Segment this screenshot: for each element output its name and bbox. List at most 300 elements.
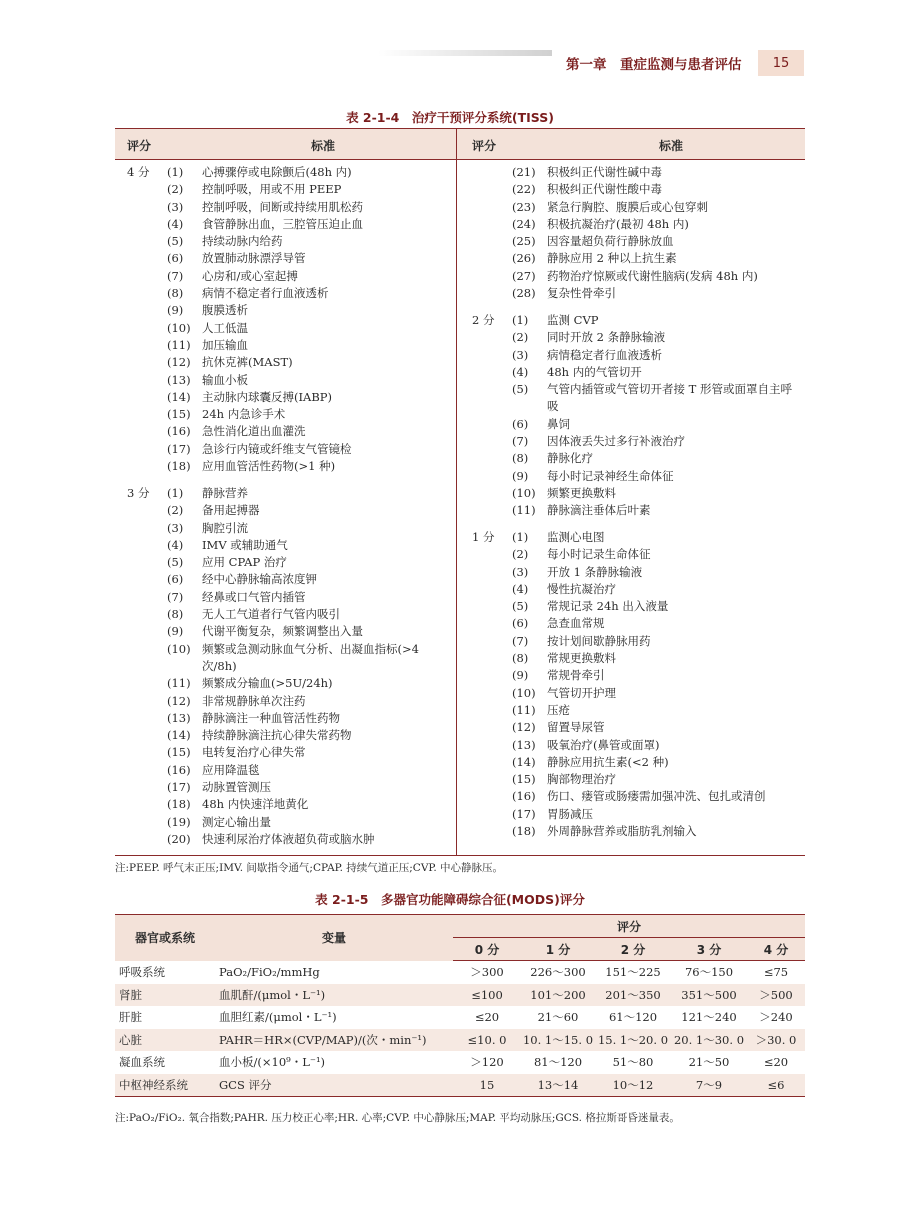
tiss-item-text: 放置肺动脉漂浮导管: [202, 251, 306, 266]
tiss-item: [167, 831, 447, 848]
tiss-item-text: 药物治疗惊厥或代谢性脑病(发病 48h 内): [547, 268, 758, 283]
tiss-item-text: 腹膜透析: [202, 303, 248, 318]
tiss-item-text: 频繁或急测动脉血气分析、出凝血指标(>4 次/8h): [202, 641, 419, 673]
tiss-item-number: (9): [512, 468, 529, 483]
tiss-item: [167, 520, 447, 537]
tiss-item-text: 持续动脉内给药: [202, 234, 283, 249]
tiss-item-text: 常规更换敷料: [547, 651, 616, 666]
mods-organ-cell: 心脏: [115, 1029, 215, 1052]
tiss-item-text: 气管切开护理: [547, 685, 616, 700]
tiss-item-text: 48h 内快速洋地黄化: [202, 797, 309, 812]
tiss-item-text: 静脉滴注一种血管活性药物: [202, 710, 340, 725]
tiss-item: [512, 650, 766, 667]
tiss-item: [512, 615, 766, 632]
tiss-item-number: (13): [167, 372, 191, 387]
tiss-item-number: (10): [167, 320, 191, 335]
tiss-item-number: (6): [167, 572, 184, 587]
tiss-item-text: 应用降温毯: [202, 762, 260, 777]
tiss-item-number: (8): [167, 607, 184, 622]
tiss-item: [512, 233, 758, 250]
tiss-item-text: 静脉化疗: [547, 451, 593, 466]
tiss-item-text: 积极抗凝治疗(最初 48h 内): [547, 216, 689, 231]
mods-score-column-header: 4 分: [747, 938, 805, 961]
tiss-item-number: (15): [167, 407, 191, 422]
tiss-item-text: 人工低温: [202, 320, 248, 335]
mods-value-cell: 10～12: [595, 1074, 671, 1097]
tiss-item-text: 监测 CVP: [547, 313, 599, 327]
tiss-item-number: (4): [512, 581, 529, 596]
tiss-item: [167, 744, 447, 761]
tiss-item-text: 心搏骤停或电除颤后(48h 内): [202, 165, 352, 179]
tiss-item-number: (4): [167, 216, 184, 231]
tiss-item: [167, 502, 447, 519]
tiss-item: [512, 754, 766, 771]
tiss-item: [512, 450, 792, 467]
tiss-item-text: 应用 CPAP 治疗: [202, 555, 287, 570]
tiss-item-text: 动脉置管测压: [202, 780, 271, 795]
tiss-item-text: 因容量超负荷行静脉放血: [547, 234, 674, 249]
tiss-item-number: (3): [167, 520, 184, 535]
tiss-item-number: (2): [167, 182, 184, 197]
tiss-item-text: 鼻饲: [547, 416, 570, 431]
tiss-item-text: 电转复治疗心律失常: [202, 745, 306, 760]
tiss-item-text: 外周静脉营养或脂肪乳剂输入: [547, 824, 697, 839]
mods-value-cell: 351～500: [671, 984, 747, 1007]
tiss-item-number: (28): [512, 286, 536, 301]
tiss-item-number: (11): [512, 702, 536, 717]
tiss-item-text: 吸氧治疗(鼻管或面罩): [547, 737, 660, 752]
mods-value-cell: ＞120: [470, 1055, 504, 1070]
tiss-item-text: 积极纠正代谢性碱中毒: [547, 165, 662, 179]
tiss-item-number: (11): [167, 676, 191, 691]
tiss-item: [167, 710, 447, 727]
tiss-item-number: (8): [512, 651, 529, 666]
tiss-item: [167, 372, 363, 389]
tiss-table-title: 表 2-1-4 治疗干预评分系统(TISS): [346, 110, 554, 125]
tiss-item-list: [512, 312, 792, 520]
tiss-item: [167, 164, 363, 181]
tiss-item: [512, 485, 792, 502]
tiss-item-number: (26): [512, 251, 536, 266]
mods-row: [115, 1029, 805, 1052]
tiss-item-number: (4): [167, 537, 184, 552]
tiss-item-text: 静脉营养: [202, 486, 248, 500]
tiss-item: [167, 814, 447, 831]
mods-value-cell: 81～120: [533, 1055, 583, 1070]
tiss-item-number: (3): [167, 199, 184, 214]
mods-value-cell: 15: [453, 1074, 521, 1097]
tiss-item-text: 测定心输出量: [202, 814, 271, 829]
tiss-item: [167, 354, 363, 371]
tiss-header-criteria-left: 标准: [311, 139, 336, 153]
mods-value-cell: 51～80: [612, 1055, 654, 1070]
tiss-item-number: (16): [167, 424, 191, 439]
tiss-item-number: (10): [167, 641, 191, 656]
tiss-item: [167, 693, 447, 710]
tiss-item-number: (7): [167, 268, 184, 283]
mods-value-cell: ≤75: [763, 965, 789, 980]
tiss-item-number: (20): [167, 831, 191, 846]
mods-row: [115, 1051, 805, 1074]
tiss-item-number: (1): [512, 530, 529, 544]
mods-organ-cell: 呼吸系统: [119, 965, 165, 979]
tiss-item: [512, 685, 766, 702]
tiss-item-text: 48h 内的气管切开: [547, 364, 642, 379]
tiss-item-number: (16): [512, 789, 536, 804]
mods-value-cell: 76～150: [684, 965, 734, 980]
mods-organ-cell: 肝脏: [119, 1010, 142, 1025]
tiss-item-number: (5): [167, 555, 184, 570]
tiss-item-number: (8): [167, 286, 184, 301]
tiss-item-number: (13): [167, 710, 191, 725]
tiss-item: [167, 675, 447, 692]
tiss-item-number: (7): [512, 434, 529, 449]
tiss-item-number: (12): [167, 355, 191, 370]
tiss-item: [167, 779, 447, 796]
mods-organ-cell: 肾脏: [115, 984, 215, 1007]
tiss-item-number: (9): [167, 303, 184, 318]
mods-row: [115, 1006, 805, 1029]
tiss-item: [512, 364, 792, 381]
tiss-item-text: 快速利尿治疗体液超负荷或脑水肿: [202, 831, 375, 846]
tiss-item-text: 因体液丢失过多行补液治疗: [547, 434, 685, 449]
tiss-item-text: 急诊行内镜或纤维支气管镜检: [202, 441, 352, 456]
tiss-item: [512, 468, 792, 485]
mods-value-cell: ＞500: [747, 984, 805, 1007]
tiss-item-number: (7): [512, 633, 529, 648]
tiss-item-text: 频繁更换敷料: [547, 485, 616, 500]
tiss-item: [167, 268, 363, 285]
mods-value-cell: 151～225: [605, 965, 661, 980]
tiss-item: [167, 458, 363, 475]
tiss-item-number: (18): [167, 459, 191, 474]
tiss-item-text: 经鼻或口气管内插管: [202, 589, 306, 604]
mods-table-title: 表 2-1-5 多器官功能障碍综合征(MODS)评分: [315, 892, 585, 907]
tiss-item: [512, 564, 766, 581]
tiss-item: [167, 423, 363, 440]
tiss-item-number: (12): [167, 693, 191, 708]
tiss-item: [512, 788, 766, 805]
tiss-item-number: (9): [167, 624, 184, 639]
tiss-item: [167, 233, 363, 250]
tiss-item-text: 心房和/或心室起搏: [202, 268, 298, 283]
tiss-item-number: (18): [167, 797, 191, 812]
tiss-item-number: (19): [167, 814, 191, 829]
tiss-item-number: (22): [512, 182, 536, 197]
tiss-item: [167, 641, 447, 676]
tiss-item-text: 每小时记录神经生命体征: [547, 468, 674, 483]
tiss-item-text: 备用起搏器: [202, 503, 260, 518]
tiss-item-number: (6): [512, 416, 529, 431]
tiss-item: [512, 667, 766, 684]
tiss-item: [512, 502, 792, 519]
tiss-item-text: 控制呼吸，用或不用 PEEP: [202, 182, 342, 197]
tiss-item-number: (1): [167, 165, 184, 179]
tiss-item-number: (10): [512, 485, 536, 500]
mods-score-column-header: 1 分: [521, 938, 595, 961]
tiss-item-number: (24): [512, 216, 536, 231]
tiss-item-text: 复杂性骨牵引: [547, 286, 616, 301]
tiss-item: [167, 337, 363, 354]
tiss-item: [167, 623, 447, 640]
tiss-item-number: (2): [512, 547, 529, 562]
tiss-item: [167, 571, 447, 588]
tiss-item-text: 非常规静脉单次注药: [202, 693, 306, 708]
tiss-item-text: 24h 内急诊手术: [202, 407, 286, 422]
tiss-item-number: (17): [512, 806, 536, 821]
tiss-item-text: 病情稳定者行血液透析: [547, 347, 662, 362]
tiss-item-number: (2): [167, 503, 184, 518]
tiss-item-number: (5): [512, 599, 529, 614]
tiss-item-text: 按计划间歇静脉用药: [547, 633, 651, 648]
tiss-header-score-right: 评分: [472, 139, 497, 153]
mods-score-column-header: 2 分: [595, 938, 671, 961]
tiss-item: [167, 554, 447, 571]
tiss-item-text: 静脉应用 2 种以上抗生素: [547, 251, 677, 266]
tiss-item-text: 静脉应用抗生素(<2 种): [547, 754, 669, 769]
tiss-item-list: [512, 164, 758, 302]
tiss-item-text: IMV 或辅助通气: [202, 537, 288, 552]
tiss-item-text: 应用血管活性药物(>1 种): [202, 459, 336, 474]
tiss-item: [512, 181, 758, 198]
tiss-item-number: (12): [512, 720, 536, 735]
mods-value-cell: 21～60: [537, 1010, 579, 1025]
tiss-item-text: 加压输血: [202, 337, 248, 352]
tiss-item: [512, 216, 758, 233]
tiss-item: [167, 302, 363, 319]
tiss-item-text: 开放 1 条静脉输液: [547, 564, 643, 579]
tiss-item: [167, 796, 447, 813]
mods-value-cell: 20. 1～30. 0: [671, 1029, 747, 1052]
tiss-item-text: 伤口、瘘管或肠瘘需加强冲洗、包扎或清创: [547, 789, 766, 804]
tiss-item-list: [167, 164, 363, 475]
tiss-item: [167, 320, 363, 337]
mods-variable-cell: GCS 评分: [215, 1074, 453, 1097]
tiss-item: [512, 285, 758, 302]
tiss-item-text: 输血小板: [202, 372, 248, 387]
tiss-item-text: 气管内插管或气管切开者接 T 形管或面罩自主呼吸: [547, 382, 792, 414]
tiss-item-number: (14): [167, 728, 191, 743]
tiss-group-score: 4 分: [127, 165, 150, 179]
tiss-item: [167, 389, 363, 406]
tiss-item-number: (5): [167, 234, 184, 249]
mods-variable-cell: 血胆红素/(μmol・L⁻¹): [219, 1010, 337, 1025]
tiss-item-number: (5): [512, 382, 529, 397]
tiss-table: [115, 128, 805, 856]
tiss-item-text: 胃肠减压: [547, 806, 593, 821]
tiss-item-text: 无人工气道者行气管内吸引: [202, 607, 340, 622]
mods-value-cell: ≤10. 0: [453, 1029, 521, 1052]
mods-value-cell: ≤100: [453, 984, 521, 1007]
mods-value-cell: ≤20: [474, 1010, 500, 1025]
tiss-item-number: (27): [512, 268, 536, 283]
tiss-item-text: 食管静脉出血，三腔管压迫止血: [202, 216, 363, 231]
tiss-item-number: (1): [167, 486, 184, 500]
mods-value-cell: 226～300: [530, 965, 586, 980]
tiss-item: [512, 529, 766, 546]
mods-organ-cell: 中枢神经系统: [115, 1074, 215, 1097]
tiss-item-text: 常规记录 24h 出入液量: [547, 599, 669, 614]
tiss-item: [512, 433, 792, 450]
mods-header-variable: 变量: [215, 915, 453, 961]
tiss-item-number: (17): [167, 780, 191, 795]
mods-variable-cell: PaO₂/FiO₂/mmHg: [219, 965, 320, 979]
tiss-item-number: (14): [512, 754, 536, 769]
tiss-item-text: 慢性抗凝治疗: [547, 581, 616, 596]
tiss-item: [512, 719, 766, 736]
tiss-item: [167, 762, 447, 779]
mods-value-cell: 21～50: [688, 1055, 730, 1070]
mods-score-column-header: 0 分: [453, 938, 521, 961]
tiss-item-number: (10): [512, 685, 536, 700]
tiss-item: [512, 546, 766, 563]
tiss-item-number: (8): [512, 451, 529, 466]
mods-variable-cell: PAHR＝HR×(CVP/MAP)/(次・min⁻¹): [215, 1029, 453, 1052]
tiss-header-score-left: 评分: [127, 139, 152, 153]
tiss-item: [512, 164, 758, 181]
tiss-item-text: 胸部物理治疗: [547, 772, 616, 787]
tiss-item: [167, 216, 363, 233]
tiss-item-text: 经中心静脉输高浓度钾: [202, 572, 317, 587]
tiss-item-number: (11): [512, 503, 536, 518]
tiss-item: [512, 598, 766, 615]
tiss-header-criteria-right: 标准: [659, 139, 684, 153]
tiss-group-score: 1 分: [472, 530, 495, 544]
tiss-item-text: 静脉滴注垂体后叶素: [547, 503, 651, 518]
tiss-item-text: 代谢平衡复杂，频繁调整出入量: [202, 624, 363, 639]
tiss-item-text: 每小时记录生命体征: [547, 547, 651, 562]
tiss-item-number: (25): [512, 234, 536, 249]
mods-value-cell: ＞240: [759, 1010, 793, 1025]
tiss-item: [167, 441, 363, 458]
tiss-item-number: (14): [167, 389, 191, 404]
tiss-item-number: (3): [512, 564, 529, 579]
tiss-item: [167, 199, 363, 216]
header-rule: [378, 50, 552, 56]
tiss-item: [167, 537, 447, 554]
tiss-item-text: 监测心电图: [547, 530, 605, 544]
tiss-item-text: 控制呼吸，间断或持续用肌松药: [202, 199, 363, 214]
tiss-item-number: (11): [167, 337, 191, 352]
tiss-item-number: (6): [512, 616, 529, 631]
tiss-item-text: 压疮: [547, 702, 570, 717]
tiss-item-number: (15): [167, 745, 191, 760]
mods-value-cell: 10. 1～15. 0: [521, 1029, 595, 1052]
tiss-item-list: [512, 529, 766, 840]
tiss-item-text: 急查血常规: [547, 616, 605, 631]
tiss-item: [512, 250, 758, 267]
tiss-item: [512, 806, 766, 823]
tiss-item-text: 病情不稳定者行血液透析: [202, 286, 329, 301]
tiss-item-text: 积极纠正代谢性酸中毒: [547, 182, 662, 197]
tiss-item-number: (3): [512, 347, 529, 362]
mods-value-cell: 15. 1～20. 0: [595, 1029, 671, 1052]
tiss-item-list: [167, 485, 447, 848]
tiss-column-divider: [456, 129, 457, 855]
tiss-item: [512, 312, 792, 329]
tiss-group-score: 2 分: [472, 313, 495, 327]
tiss-item: [512, 702, 766, 719]
mods-table-note: 注:PaO₂/FiO₂. 氧合指数;PAHR. 压力校正心率;HR. 心率;CVP. 中心静脉压;MAP. 平均动脉压;GCS. 格拉斯哥昏迷量表。: [115, 1112, 680, 1124]
tiss-item: [512, 737, 766, 754]
tiss-item: [167, 181, 363, 198]
tiss-item-number: (9): [512, 668, 529, 683]
tiss-item-number: (13): [512, 737, 536, 752]
mods-score-column-header: 3 分: [671, 938, 747, 961]
mods-value-cell: 7～9: [671, 1074, 747, 1097]
tiss-item: [512, 199, 758, 216]
tiss-item-text: 急性消化道出血灌洗: [202, 424, 306, 439]
mods-row: [115, 1074, 805, 1097]
tiss-item-text: 胸腔引流: [202, 520, 248, 535]
tiss-item-text: 主动脉内球囊反搏(IABP): [202, 389, 333, 404]
mods-variable-cell: 血小板/(×10⁹・L⁻¹): [219, 1055, 326, 1070]
tiss-item: [167, 406, 363, 423]
page-number: 15: [758, 50, 804, 76]
mods-value-cell: ＞30. 0: [747, 1029, 805, 1052]
mods-variable-cell: 血肌酐/(μmol・L⁻¹): [215, 984, 453, 1007]
tiss-item-number: (21): [512, 165, 536, 179]
tiss-group-score: 3 分: [127, 486, 150, 500]
mods-header-score: 评分: [453, 915, 805, 938]
mods-value-cell: 121～240: [681, 1010, 737, 1025]
tiss-item-text: 频繁成分输血(>5U/24h): [202, 676, 333, 691]
chapter-title: 第一章 重症监测与患者评估: [566, 57, 742, 73]
tiss-item: [167, 485, 447, 502]
tiss-item: [512, 771, 766, 788]
tiss-item: [167, 250, 363, 267]
tiss-item-number: (17): [167, 441, 191, 456]
mods-value-cell: ≤6: [747, 1074, 805, 1097]
tiss-item-number: (7): [167, 589, 184, 604]
tiss-item: [512, 329, 792, 346]
tiss-item-text: 紧急行胸腔、腹膜后或心包穿刺: [547, 199, 708, 214]
mods-row: [115, 984, 805, 1007]
tiss-item-text: 常规骨牵引: [547, 668, 605, 683]
tiss-item: [167, 727, 447, 744]
mods-value-cell: 13～14: [521, 1074, 595, 1097]
mods-value-cell: ＞300: [470, 965, 504, 980]
tiss-item-text: 持续静脉滴注抗心律失常药物: [202, 728, 352, 743]
tiss-table-header: [115, 129, 805, 160]
mods-row: [115, 961, 805, 984]
tiss-item: [167, 285, 363, 302]
tiss-item-number: (4): [512, 364, 529, 379]
mods-value-cell: 61～120: [608, 1010, 658, 1025]
tiss-item: [512, 268, 758, 285]
mods-table: [115, 914, 805, 1097]
mods-header-organ: 器官或系统: [115, 915, 215, 961]
tiss-table-note: 注:PEEP. 呼气末正压;IMV. 间歇指令通气;CPAP. 持续气道正压;CVP. 中心静脉压。: [115, 862, 504, 874]
tiss-item-text: 留置导尿管: [547, 720, 605, 735]
tiss-item: [512, 347, 792, 364]
tiss-item-text: 同时开放 2 条静脉输液: [547, 330, 666, 345]
mods-value-cell: ≤20: [763, 1055, 789, 1070]
tiss-item-number: (16): [167, 762, 191, 777]
tiss-item-number: (18): [512, 824, 536, 839]
tiss-item-number: (6): [167, 251, 184, 266]
tiss-item: [512, 633, 766, 650]
mods-value-cell: 101～200: [521, 984, 595, 1007]
mods-value-cell: 201～350: [595, 984, 671, 1007]
tiss-item-number: (15): [512, 772, 536, 787]
tiss-item-number: (1): [512, 313, 529, 327]
tiss-item: [512, 381, 792, 416]
tiss-item: [512, 823, 766, 840]
tiss-item-number: (23): [512, 199, 536, 214]
tiss-item-text: 抗休克裤(MAST): [202, 355, 293, 370]
mods-organ-cell: 凝血系统: [119, 1055, 165, 1070]
